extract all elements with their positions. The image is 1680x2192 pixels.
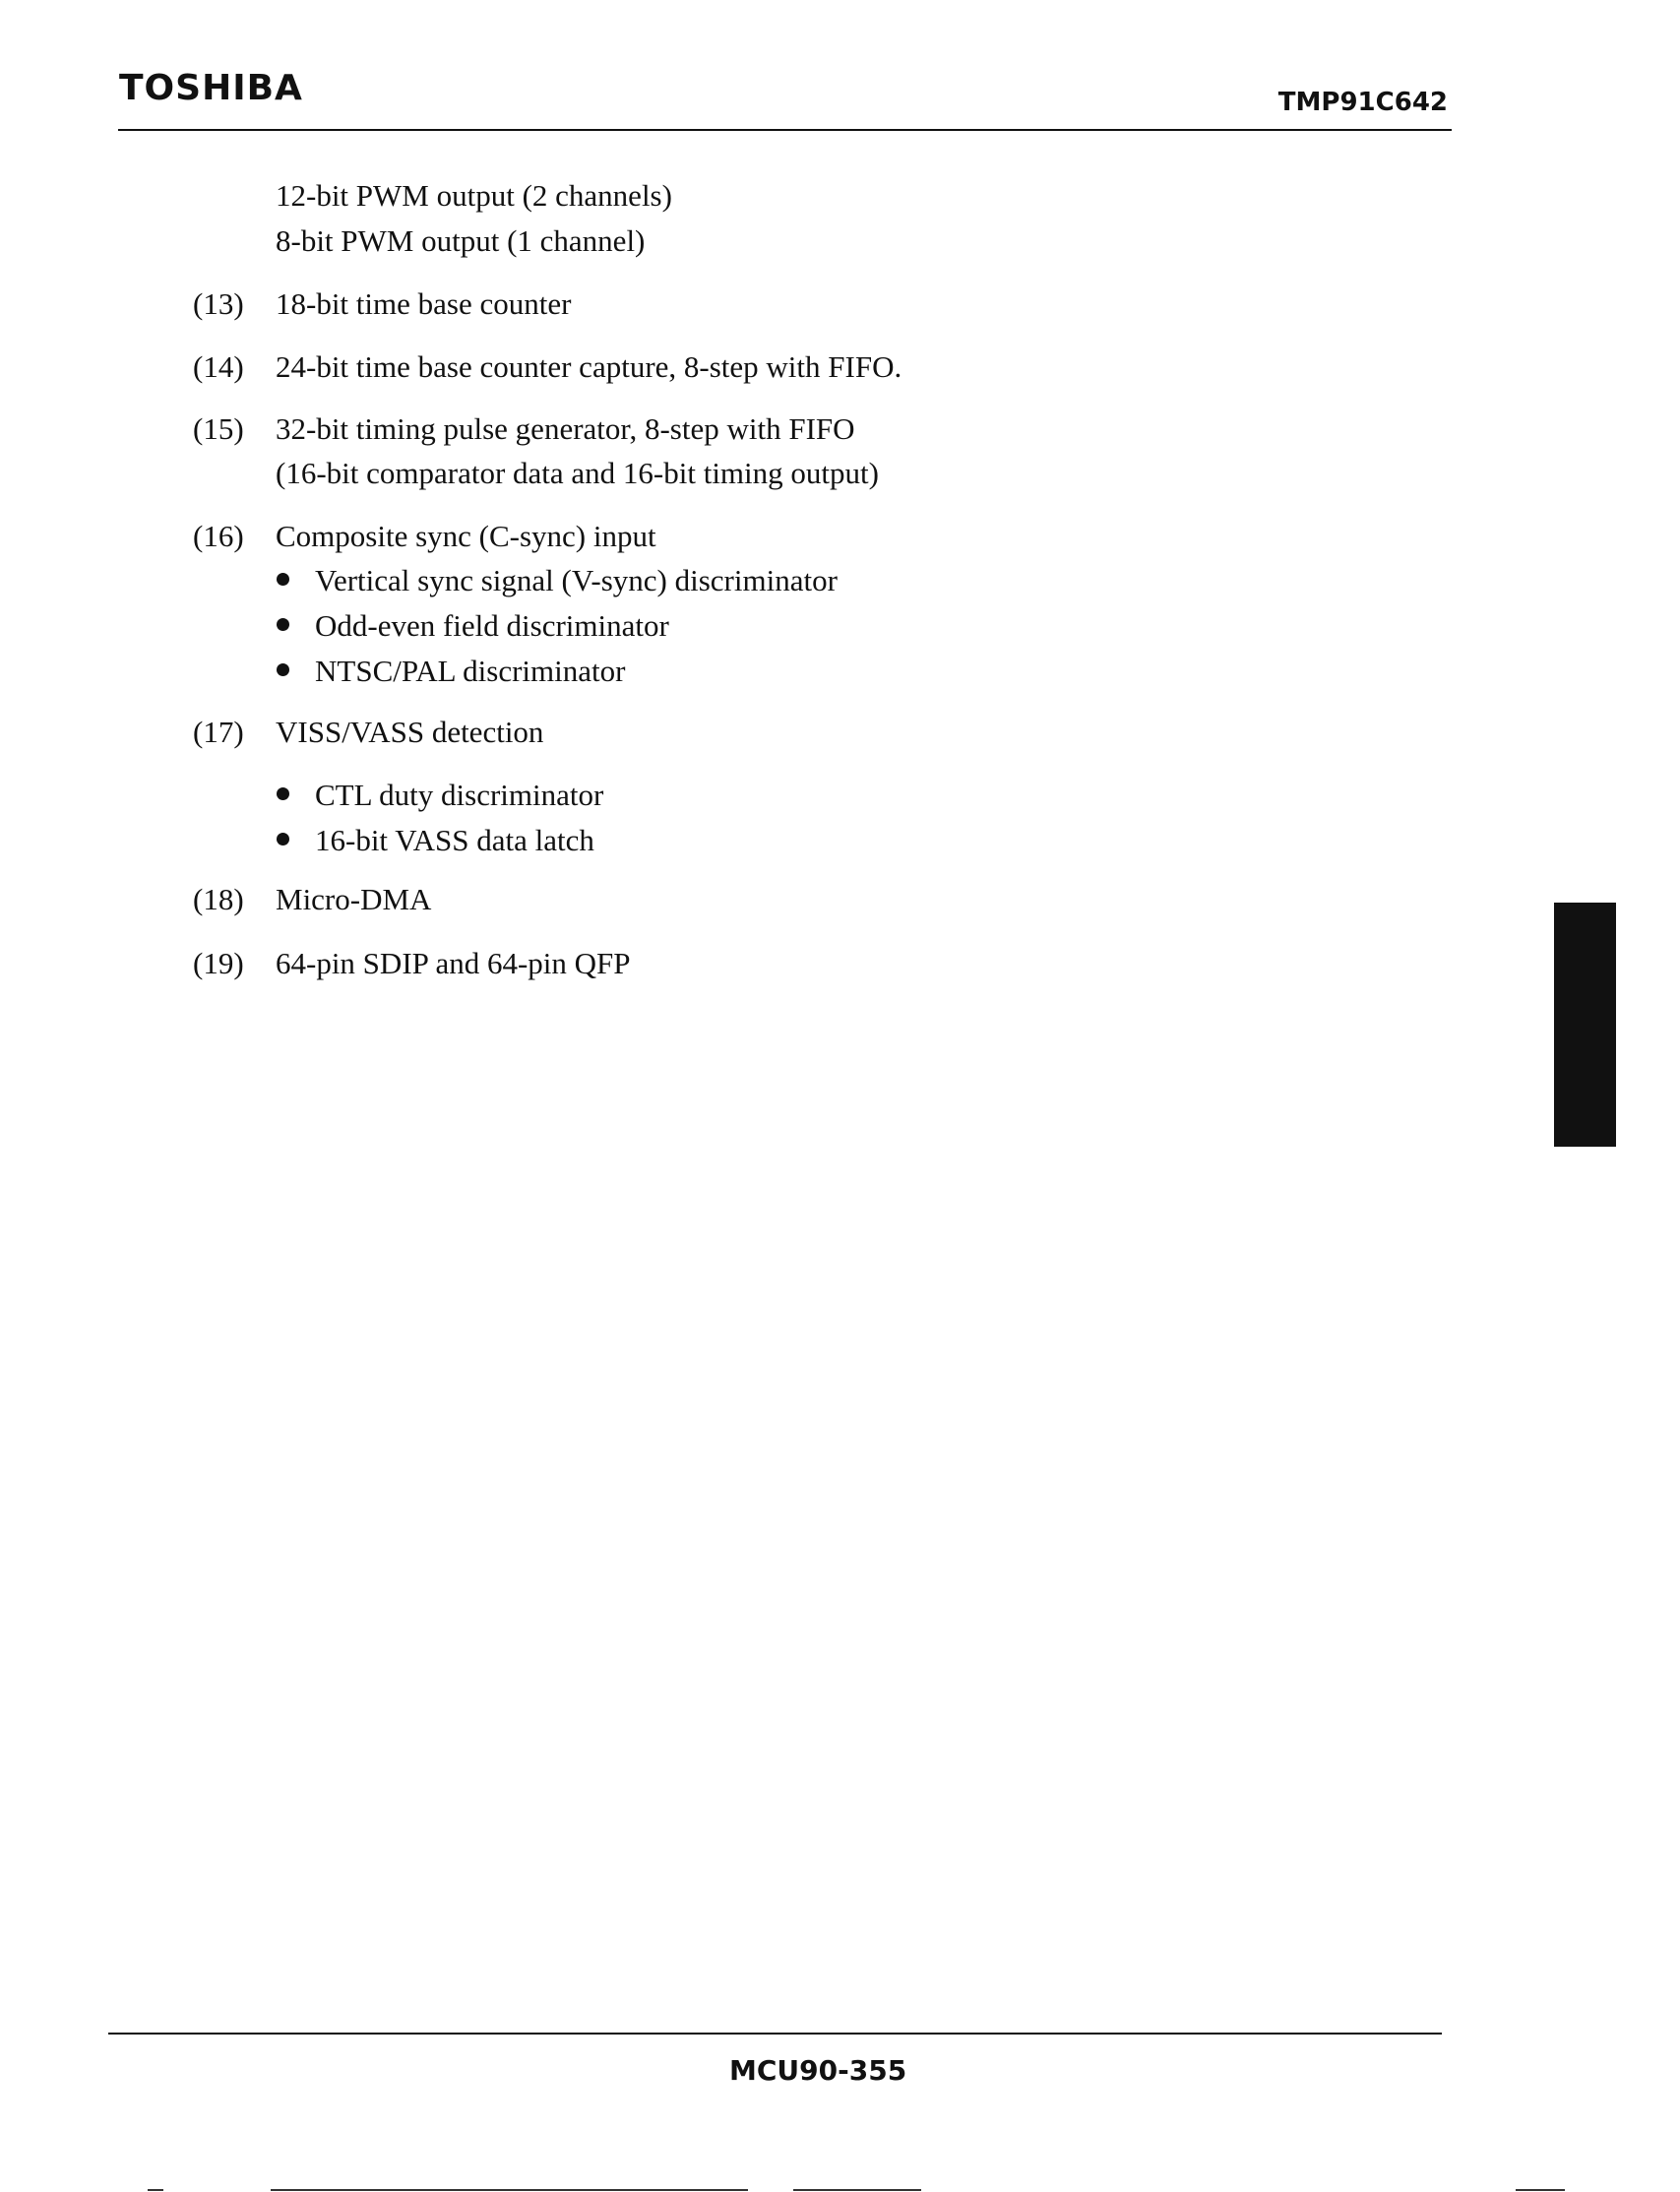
bullet-text: Odd-even field discriminator bbox=[315, 608, 669, 643]
item-number: (14) bbox=[193, 349, 244, 384]
item-text: (16-bit comparator data and 16-bit timing output) bbox=[276, 456, 879, 490]
item-number: (16) bbox=[193, 519, 244, 553]
bullet-text: CTL duty discriminator bbox=[315, 778, 604, 812]
scan-artifact-line bbox=[793, 2189, 921, 2191]
item-text: Composite sync (C-sync) input bbox=[276, 519, 656, 553]
bullet-text: NTSC/PAL discriminator bbox=[315, 654, 626, 688]
continuation-line: 8-bit PWM output (1 channel) bbox=[276, 223, 646, 258]
item-number: (17) bbox=[193, 715, 244, 749]
bullet-text: 16-bit VASS data latch bbox=[315, 823, 594, 857]
bullet-dot bbox=[277, 618, 289, 631]
item-text: VISS/VASS detection bbox=[276, 715, 544, 749]
item-text: 64-pin SDIP and 64-pin QFP bbox=[276, 946, 631, 980]
scan-artifact-line bbox=[1516, 2189, 1565, 2191]
item-number: (18) bbox=[193, 882, 244, 916]
header-rule bbox=[118, 129, 1452, 131]
item-number: (19) bbox=[193, 946, 244, 980]
bullet-dot bbox=[277, 787, 289, 800]
item-number: (15) bbox=[193, 411, 244, 446]
model-number: TMP91C642 bbox=[1277, 88, 1448, 117]
item-number: (13) bbox=[193, 286, 244, 321]
continuation-line: 12-bit PWM output (2 channels) bbox=[276, 178, 672, 213]
brand-logo: TOSHIBA bbox=[119, 68, 303, 108]
bullet-dot bbox=[277, 833, 289, 845]
scan-artifact-line bbox=[148, 2189, 163, 2191]
item-text: 32-bit timing pulse generator, 8-step with FIFO bbox=[276, 411, 855, 446]
footer-rule bbox=[108, 2033, 1442, 2035]
bullet-dot bbox=[277, 663, 289, 676]
item-text: 24-bit time base counter capture, 8-step with FIFO. bbox=[276, 349, 902, 384]
section-tab-marker bbox=[1554, 903, 1616, 1147]
item-text: Micro-DMA bbox=[276, 882, 432, 916]
page-number: MCU90-355 bbox=[729, 2054, 907, 2087]
item-text: 18-bit time base counter bbox=[276, 286, 572, 321]
bullet-text: Vertical sync signal (V-sync) discriminator bbox=[315, 563, 838, 597]
bullet-dot bbox=[277, 573, 289, 586]
scan-artifact-line bbox=[271, 2189, 748, 2191]
